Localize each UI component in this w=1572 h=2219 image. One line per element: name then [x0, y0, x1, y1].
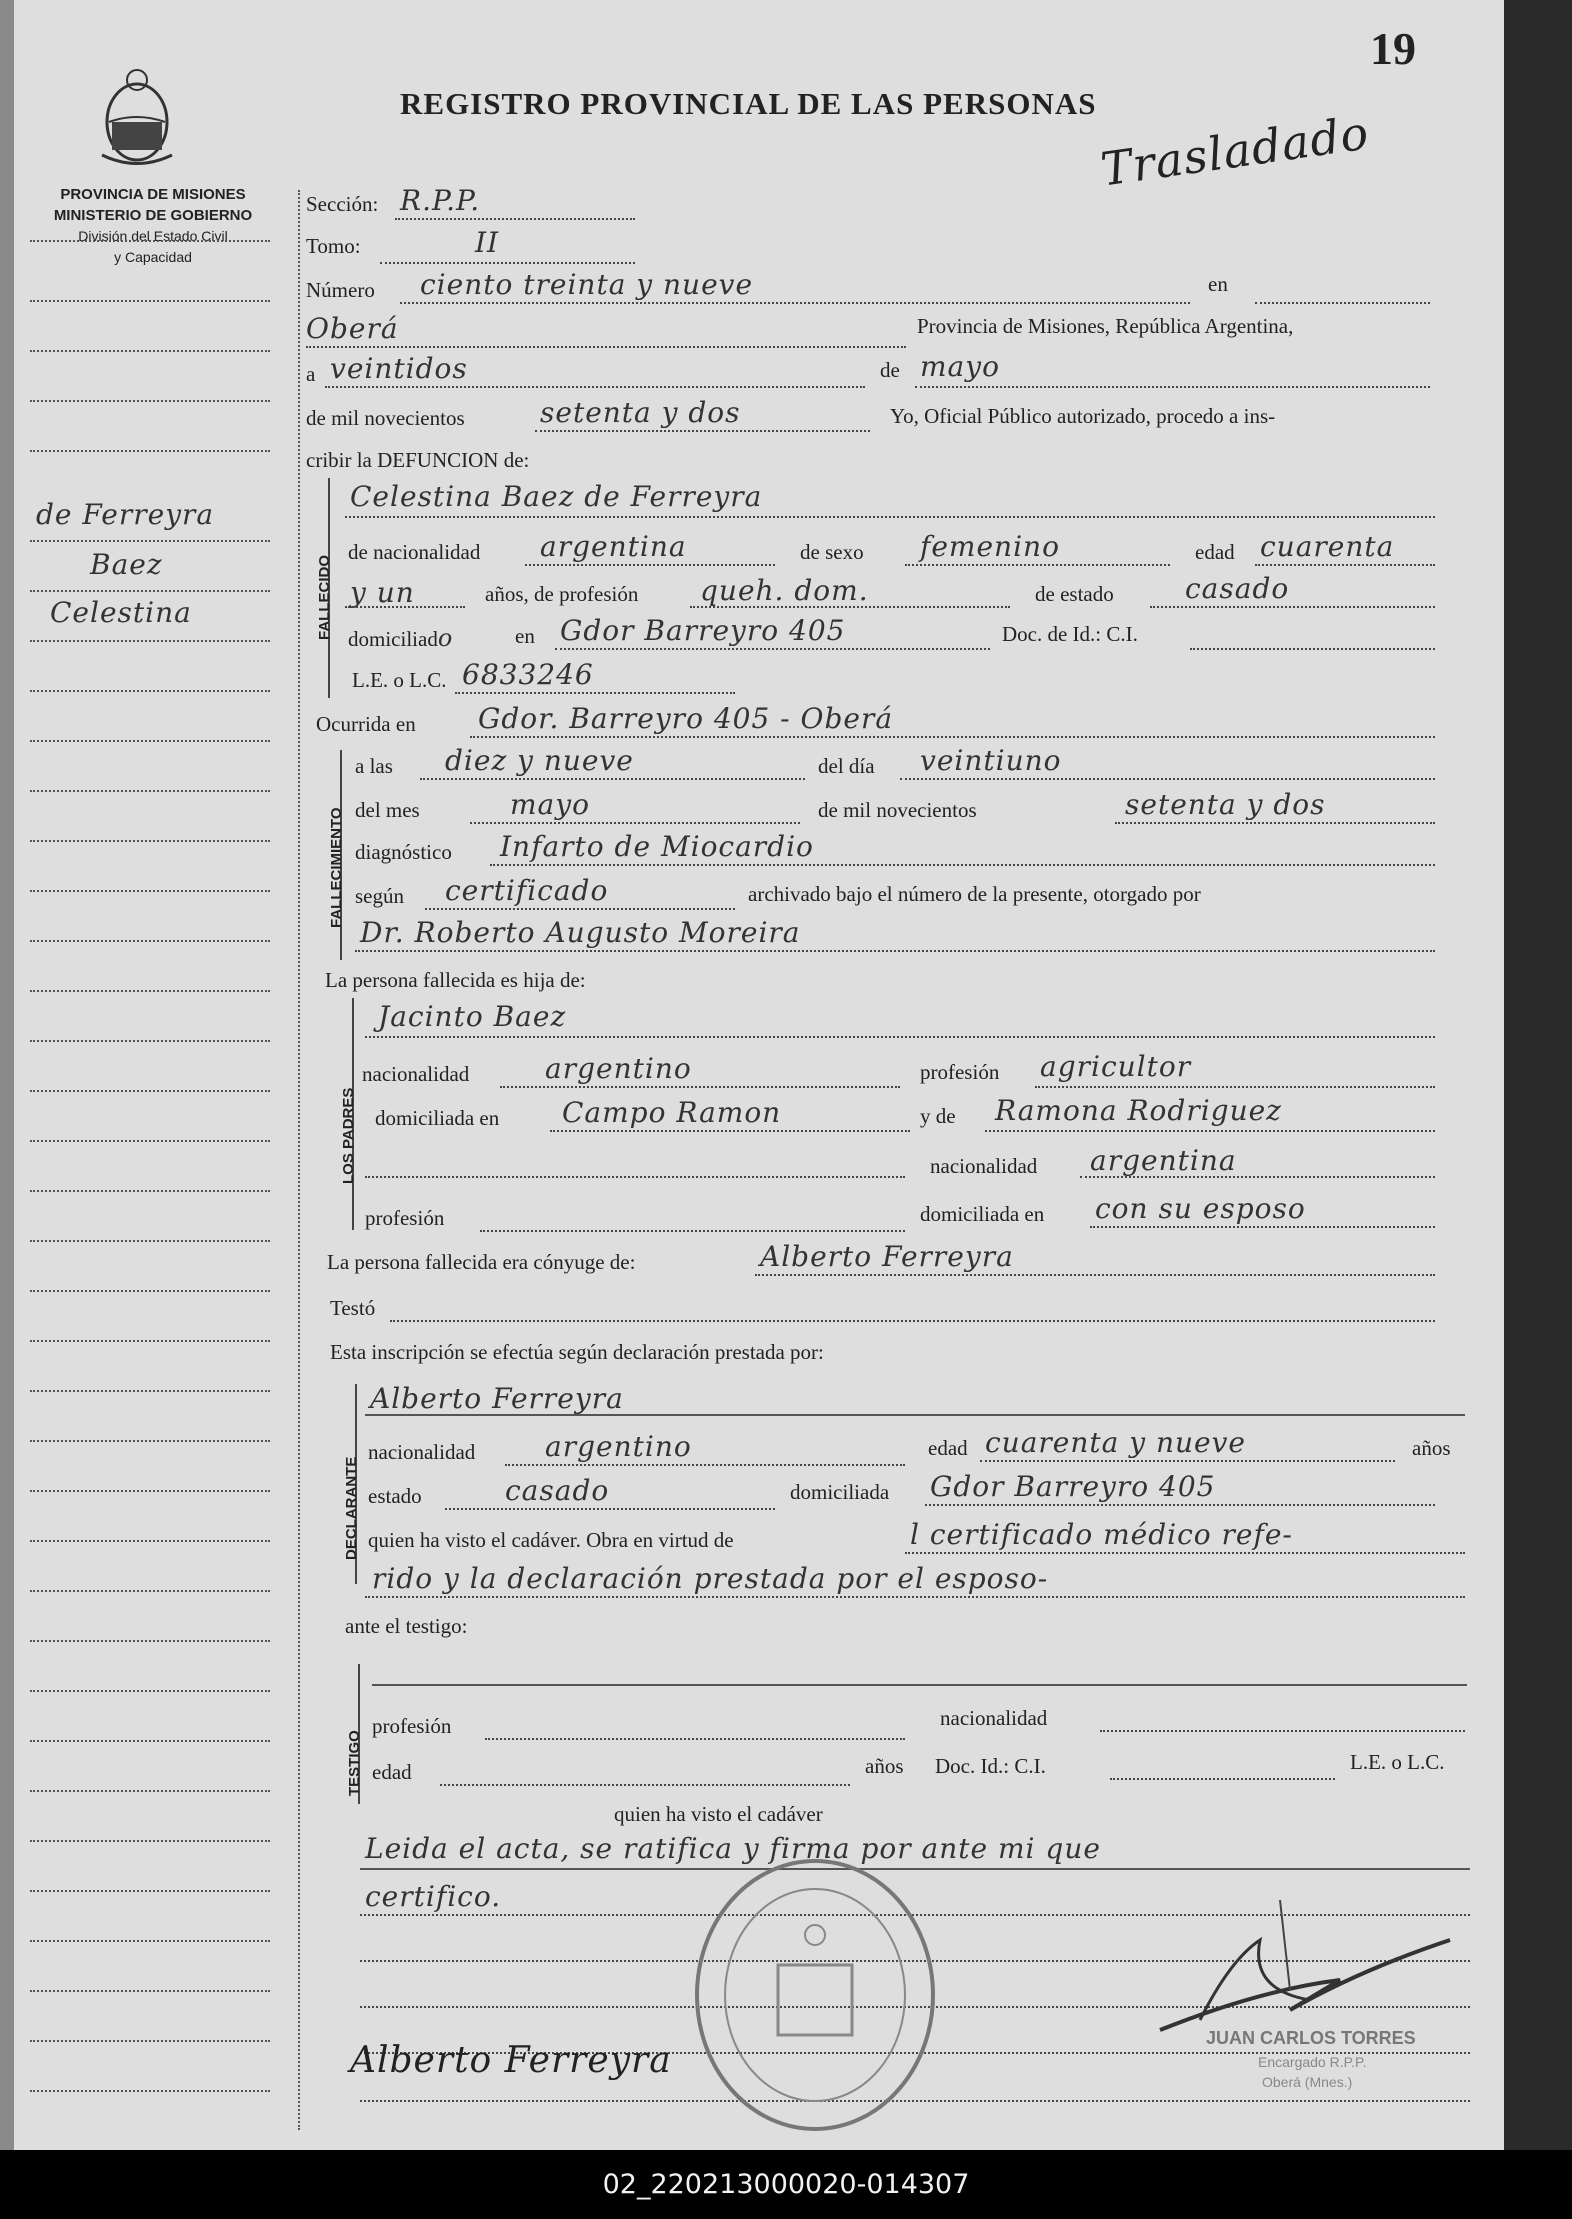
conyuge-value: Alberto Ferreyra — [760, 1240, 1014, 1273]
hija-de-label: La persona fallecida es hija de: — [325, 968, 586, 992]
nacionalidad-label: de nacionalidad — [348, 540, 481, 564]
nombre-value: Celestina Baez de Ferreyra — [350, 480, 763, 513]
edad-value: cuarenta — [1260, 530, 1395, 563]
fallecido-side-label: FALLECIDO — [316, 555, 333, 640]
decl-dom-label: domiciliada — [790, 1480, 890, 1504]
del-dia-label: del día — [818, 754, 875, 778]
profesion-value: queh. dom. — [700, 574, 869, 607]
margin-surname2: Baez — [90, 548, 163, 581]
testo-label: Testó — [330, 1296, 376, 1320]
decl-nac-value: argentino — [545, 1430, 692, 1463]
stamp-trasladado: Trasladado — [1097, 105, 1373, 197]
anio-value: setenta y dos — [540, 396, 741, 429]
decl-nac-label: nacionalidad — [368, 1440, 476, 1464]
segun-value: certificado — [445, 874, 609, 907]
le-lc-label: L.E. o L.C. — [352, 668, 447, 692]
edad-label: edad — [1195, 540, 1235, 564]
edad2-value: y un — [350, 576, 415, 609]
madre-value: Ramona Rodriguez — [995, 1094, 1282, 1127]
hora-value: diez y nueve — [445, 744, 634, 777]
anio-fallec-value: setenta y dos — [1125, 788, 1326, 821]
madre-nac-label: nacionalidad — [930, 1154, 1038, 1178]
madre-dom-label: domiciliada en — [920, 1202, 1045, 1226]
lugar-value: Oberá — [306, 312, 399, 345]
madre-prof-label: profesión — [365, 1206, 445, 1230]
a-las-label: a las — [355, 754, 393, 778]
inscribir-label: cribir la DEFUNCION de: — [306, 448, 530, 472]
sexo-value: femenino — [920, 530, 1060, 563]
domicilio-suffix: o — [437, 624, 454, 652]
fallecimiento-side-label: FALLECIMIENTO — [328, 807, 345, 928]
mes-value: mayo — [920, 350, 1000, 383]
dia-fallec-value: veintiuno — [920, 744, 1062, 777]
conyuge-label: La persona fallecida era cónyuge de: — [327, 1250, 636, 1274]
testigo-quien-label: quien ha visto el cadáver — [614, 1802, 823, 1826]
official-name: JUAN CARLOS TORRES — [1206, 2028, 1416, 2048]
profesion-label: años, de profesión — [485, 582, 639, 606]
tomo-label: Tomo: — [306, 234, 361, 258]
decl-edad-label: edad — [928, 1436, 968, 1460]
segun-label: según — [355, 884, 404, 908]
madre-nac-value: argentina — [1090, 1144, 1237, 1177]
madre-dom-value: con su esposo — [1095, 1192, 1306, 1225]
declarante-side-label: DECLARANTE — [343, 1456, 360, 1560]
sexo-label: de sexo — [800, 540, 864, 564]
medico-value: Dr. Roberto Augusto Moreira — [360, 916, 801, 949]
ocurrida-label: Ocurrida en — [316, 712, 416, 736]
de-mil-novecientos-label: de mil novecientos — [818, 798, 977, 822]
doc-id-label: Doc. de Id.: C.I. — [1002, 622, 1138, 646]
padres-side-label: LOS PADRES — [340, 1087, 357, 1184]
numero-value: ciento treinta y nueve — [420, 268, 754, 301]
testigo-edad-label: edad — [372, 1760, 412, 1784]
provincia-label: Provincia de Misiones, República Argentina, — [917, 314, 1294, 338]
numero-label: Número — [306, 278, 375, 302]
capacity-label: y Capacidad — [114, 249, 192, 265]
en-label: en — [1208, 272, 1228, 296]
page-title: REGISTRO PROVINCIAL DE LAS PERSONAS — [400, 86, 1097, 121]
inscripcion-label: Esta inscripción se efectúa según declaración prestada por: — [330, 1340, 824, 1364]
domicilio-en-label: en — [515, 624, 535, 648]
testigo-anos-label: años — [865, 1754, 904, 1778]
a-label: a — [306, 362, 316, 386]
testigo-nac-label: nacionalidad — [940, 1706, 1048, 1730]
margin-surname1: de Ferreyra — [36, 498, 215, 531]
padre-nac-label: nacionalidad — [362, 1062, 470, 1086]
quien-visto-label: quien ha visto el cadáver. Obra en virtud de — [368, 1528, 734, 1552]
padre-prof-value: agricultor — [1040, 1050, 1192, 1083]
scan-footer-id: 02_220213000020-014307 — [0, 2150, 1572, 2219]
del-mes-label: del mes — [355, 798, 420, 822]
page-edge — [1504, 0, 1572, 2150]
yo-label: Yo, Oficial Público autorizado, procedo a ins- — [890, 404, 1276, 428]
padre-dom-label: domiciliada en — [375, 1106, 500, 1130]
seccion-label: Sección: — [306, 192, 379, 216]
declarant-signature: Alberto Ferreyra — [350, 2040, 672, 2081]
testigo-doc-label: Doc. Id.: C.I. — [935, 1754, 1046, 1778]
leida-line2: certifico. — [365, 1880, 502, 1913]
de-mil-label: de mil novecientos — [306, 406, 465, 430]
domiciliado-label — [348, 624, 453, 652]
estado-value: casado — [1185, 572, 1290, 605]
testigo-side-label: TESTIGO — [346, 1730, 363, 1796]
testigo-le-label: L.E. o L.C. — [1350, 1750, 1445, 1774]
diagnostico-label: diagnóstico — [355, 840, 452, 864]
padre-dom-value: Campo Ramon — [562, 1096, 782, 1129]
ocurrida-value: Gdor. Barreyro 405 - Oberá — [478, 702, 894, 735]
mes-fallec-value: mayo — [510, 788, 590, 821]
margin-divider — [298, 190, 300, 2130]
ante-testigo-label: ante el testigo: — [345, 1614, 468, 1638]
domiciliado-text: domiciliad — [348, 627, 438, 651]
binding-spine — [0, 0, 14, 2150]
padre-nac-value: argentino — [545, 1052, 692, 1085]
dia-value: veintidos — [330, 352, 468, 385]
declarante-value: Alberto Ferreyra — [370, 1382, 624, 1415]
official-place: Oberá (Mnes.) — [1262, 2074, 1353, 2090]
decl-anos-label: años — [1412, 1436, 1451, 1460]
y-de-label: y de — [920, 1104, 956, 1128]
archivado-label: archivado bajo el número de la presente, otorgado por — [748, 882, 1201, 906]
obra-line2: rido y la declaración prestada por el esposo- — [372, 1562, 1049, 1595]
lc-value: 6833246 — [462, 658, 594, 691]
decl-dom-value: Gdor Barreyro 405 — [930, 1470, 1216, 1503]
seccion-value: R.P.P. — [400, 184, 481, 217]
testigo-prof-label: profesión — [372, 1714, 452, 1738]
decl-edad-value: cuarenta y nueve — [985, 1426, 1246, 1459]
nacionalidad-value: argentina — [540, 530, 687, 563]
official-seal-icon — [690, 1855, 940, 2135]
padre-value: Jacinto Baez — [378, 1000, 567, 1033]
tomo-value: II — [475, 226, 500, 259]
province-label: PROVINCIA DE MISIONES — [60, 186, 246, 203]
estado-label: de estado — [1035, 582, 1114, 606]
domicilio-value: Gdor Barreyro 405 — [560, 614, 846, 647]
ministry-header — [18, 184, 288, 268]
leida-line1: Leida el acta, se ratifica y firma por ante mi que — [365, 1832, 1101, 1865]
obra-line1: l certificado médico refe- — [910, 1518, 1293, 1551]
padre-prof-label: profesión — [920, 1060, 1000, 1084]
decl-estado-label: estado — [368, 1484, 422, 1508]
coat-of-arms-icon — [92, 60, 182, 170]
ministry-label: MINISTERIO DE GOBIERNO — [53, 207, 253, 224]
division-label: División del Estado Civil — [78, 228, 228, 244]
diagnostico-value: Infarto de Miocardio — [500, 830, 814, 863]
margin-given-name: Celestina — [50, 596, 192, 629]
page-number: 19 — [1370, 23, 1416, 74]
decl-estado-value: casado — [505, 1474, 610, 1507]
official-signature-icon — [1140, 1880, 1460, 2040]
de-label: de — [880, 358, 900, 382]
official-title: Encargado R.P.P. — [1258, 2054, 1367, 2070]
